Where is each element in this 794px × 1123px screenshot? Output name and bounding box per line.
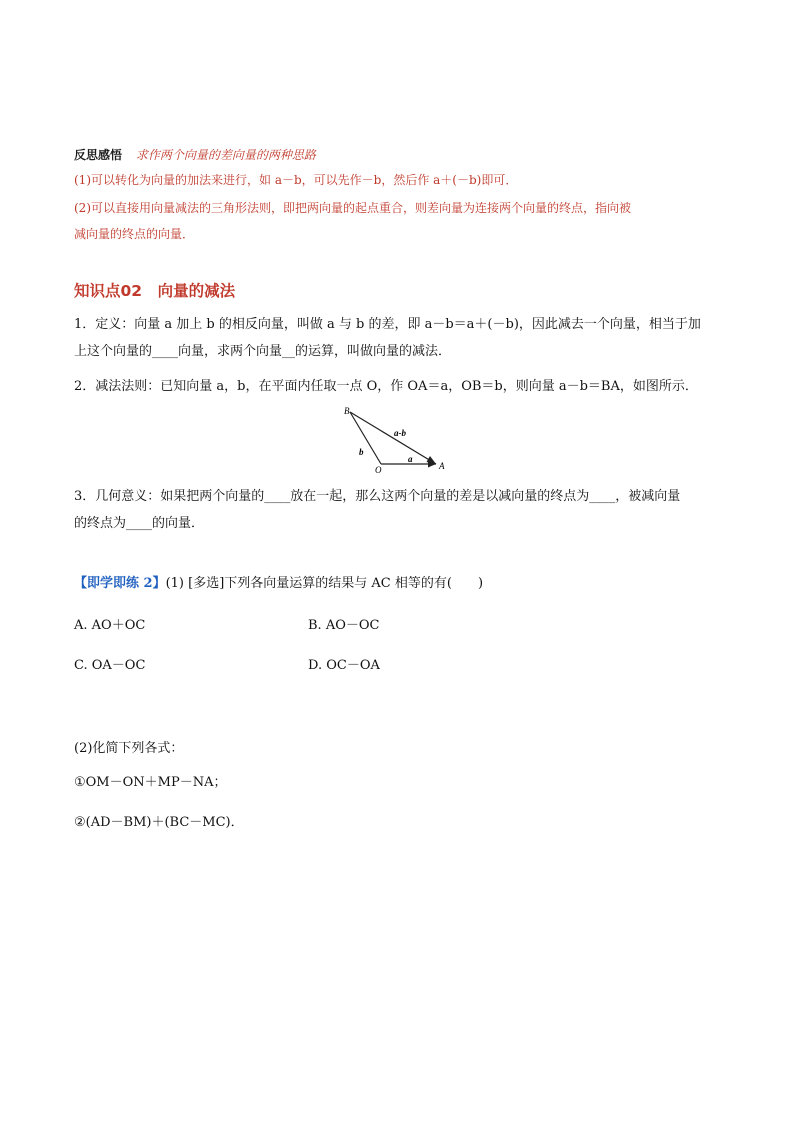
option-a[interactable]: A. AO＋OC — [74, 618, 146, 633]
option-b[interactable]: B. AO－OC — [308, 618, 380, 633]
subtraction-rule: 2．减法法则：已知向量 a，b，在平面内任取一点 O，作 OA＝a，OB＝b，则向量 a－b＝BA，如图所示． — [74, 379, 698, 394]
option-c[interactable]: C. OA－OC — [74, 658, 146, 673]
exercise-part2-intro: (2)化简下列各式： — [74, 741, 184, 756]
exercise-part2-item-1: ①OM－ON＋MP－NA； — [74, 775, 227, 790]
exercise-question-line — [74, 572, 483, 591]
exercise-tag: 【即学即练 2】 — [74, 576, 166, 591]
definition-line-1: 1．定义：向量 a 加上 b 的相反向量，叫做 a 与 b 的差，即 a－b＝a＋(－b)，因此减去一个向量，相当于加 — [74, 317, 701, 332]
exercise-part2-item-2: ②(AD－BM)＋(BC－MC)． — [74, 815, 244, 830]
point-o-label: O — [375, 465, 382, 475]
point-b-label: B — [344, 406, 350, 416]
vector-b-label: b — [359, 447, 364, 457]
exercise-part1-question: (1) [多选]下列各向量运算的结果与 AC 相等的有( ) — [165, 576, 484, 591]
reflection-point-2-line-1: (2)可以直接用向量减法的三角形法则，即把两向量的起点重合，则差向量为连接两个向量的终点，指向被 — [74, 201, 632, 215]
reflection-point-1: (1)可以转化为向量的加法来进行，如 a－b，可以先作－b，然后作 a＋(－b)即可． — [74, 173, 518, 187]
reflection-title-line — [74, 146, 316, 163]
section-heading: 知识点02 向量的减法 — [74, 282, 236, 300]
reflection-point-2-line-2: 减向量的终点的向量． — [74, 227, 195, 241]
vector-a-label: a — [408, 454, 413, 464]
reflection-title: 求作两个向量的差向量的两种思路 — [135, 148, 316, 162]
vector-b-line — [350, 412, 381, 464]
vector-diff-arrowhead — [427, 456, 437, 464]
point-a-label: A — [439, 461, 445, 471]
geometric-meaning-line-2: 的终点为____的向量． — [74, 516, 205, 531]
definition-line-2: 上这个向量的____向量，求两个向量__的运算，叫做向量的减法． — [74, 344, 452, 359]
vector-diff-label: a-b — [394, 428, 406, 438]
vector-triangle-figure — [336, 402, 460, 476]
option-d[interactable]: D. OC－OA — [308, 658, 380, 673]
reflection-tag: 反思感悟 — [74, 148, 123, 162]
geometric-meaning-line-1: 3．几何意义：如果把两个向量的____放在一起，那么这两个向量的差是以减向量的终点为____，被减向量 — [74, 489, 681, 504]
